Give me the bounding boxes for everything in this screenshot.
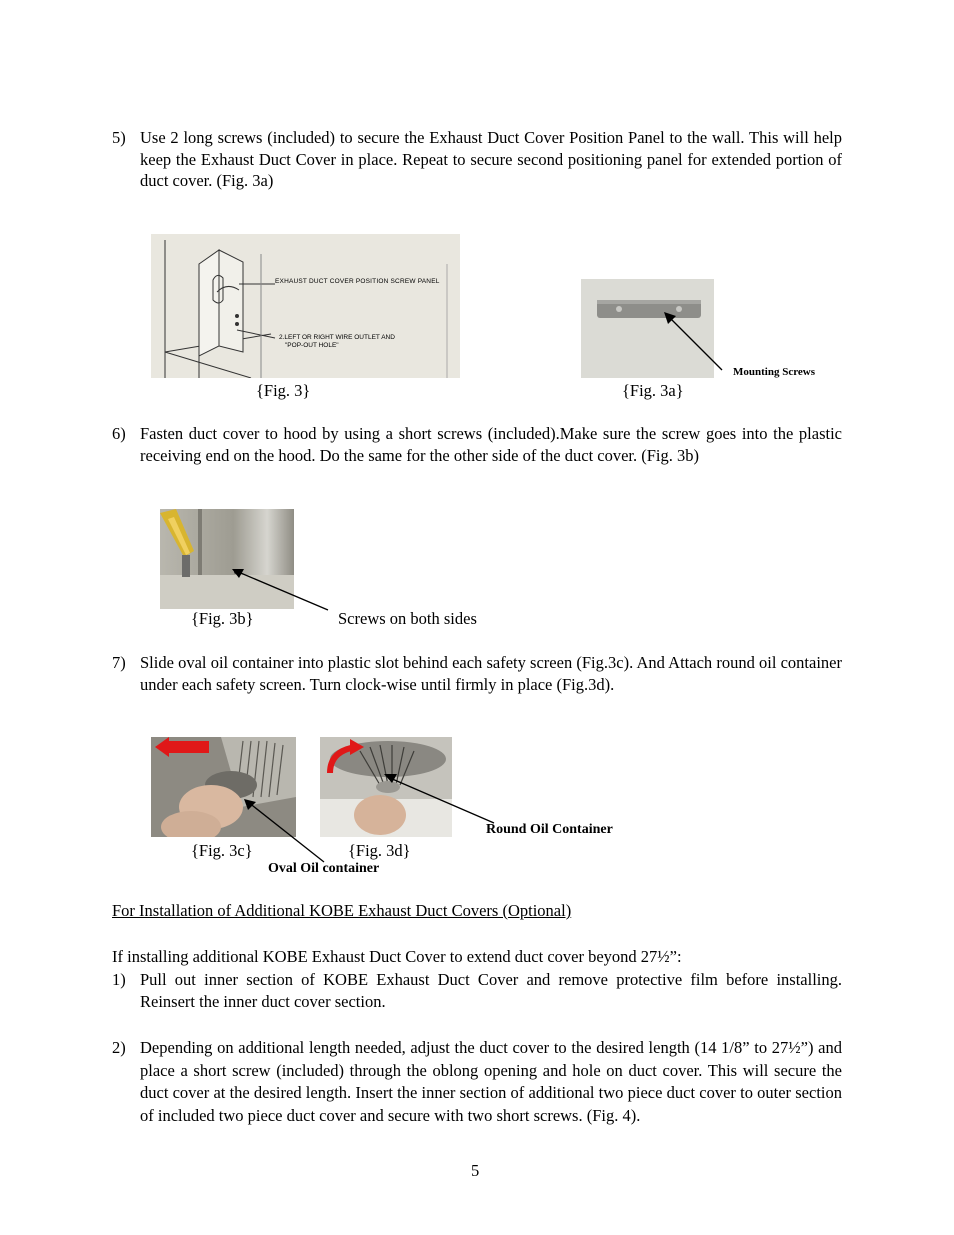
fig-3-label-bottom-1: 2.LEFT OR RIGHT WIRE OUTLET AND — [279, 334, 395, 341]
additional-step-2 — [112, 1037, 842, 1127]
step-number: 7) — [112, 653, 126, 672]
duct-panel-sketch — [151, 234, 460, 378]
intro-text: If installing additional KOBE Exhaust Duct Cover to extend duct cover beyond 27½”: — [112, 947, 682, 966]
step-text: Pull out inner section of KOBE Exhaust Duct Cover and remove protective film before installing. Reinsert the inner duct cover section. — [140, 970, 842, 1011]
step-text: Depending on additional length needed, adjust the duct cover to the desired length (14 1/8” to 27½”) and place a short screw (included) through the oblong opening and hole on duct cover. This will secure the duct cover at the desired length. Insert the inner section of additional two piece duct cover to outer section of included two piece duct cover and secure with two short screws. (Fig. 4). — [140, 1038, 842, 1125]
fig-3-drawing — [151, 234, 460, 378]
step-text: Slide oval oil container into plastic slot behind each safety screen (Fig.3c). And Attach round oil container under each safety screen. Turn clock-wise until firmly in place (Fig.3d). — [140, 653, 842, 694]
fig-3d-callout: Round Oil Container — [486, 822, 613, 837]
step-6 — [112, 423, 842, 466]
fig-3c-caption: {Fig. 3c} — [191, 841, 253, 860]
step-number: 2) — [112, 1038, 126, 1057]
fig-3d-caption: {Fig. 3d} — [348, 841, 411, 860]
section-heading: For Installation of Additional KOBE Exhaust Duct Covers (Optional) — [112, 901, 572, 920]
screws-both-sides-arrow — [228, 565, 332, 613]
fig-3c-callout: Oval Oil container — [268, 861, 380, 876]
round-container-arrow — [380, 770, 498, 826]
fig-3-label-top: EXHAUST DUCT COVER POSITION SCREW PANEL — [275, 278, 440, 285]
fig-3-caption: {Fig. 3} — [256, 381, 311, 400]
additional-step-1 — [112, 969, 842, 1012]
fig-3b-caption: {Fig. 3b} — [191, 609, 254, 628]
page-number: 5 — [471, 1161, 480, 1180]
fig-3a-caption: {Fig. 3a} — [622, 381, 684, 400]
fig-3a-callout: Mounting Screws — [733, 366, 815, 378]
step-number: 5) — [112, 128, 126, 147]
fig-3b-callout: Screws on both sides — [338, 609, 477, 628]
mounting-screws-arrow — [660, 308, 728, 374]
step-5 — [112, 127, 842, 192]
step-7 — [112, 652, 842, 695]
oval-container-arrow — [240, 796, 328, 864]
fig-3-label-bottom-2: "POP-OUT HOLE" — [285, 342, 339, 349]
step-text: Use 2 long screws (included) to secure the Exhaust Duct Cover Position Panel to the wall. This will help keep the Exhaust Duct Cover in place. Repeat to secure second positioning panel for extended portion of duct cover. (Fig. 3a) — [140, 128, 842, 190]
step-number: 6) — [112, 424, 126, 443]
step-number: 1) — [112, 970, 126, 989]
step-text: Fasten duct cover to hood by using a short screws (included).Make sure the screw goes into the plastic receiving end on the hood. Do the same for the other side of the duct cover. (Fig. 3b) — [140, 424, 842, 465]
